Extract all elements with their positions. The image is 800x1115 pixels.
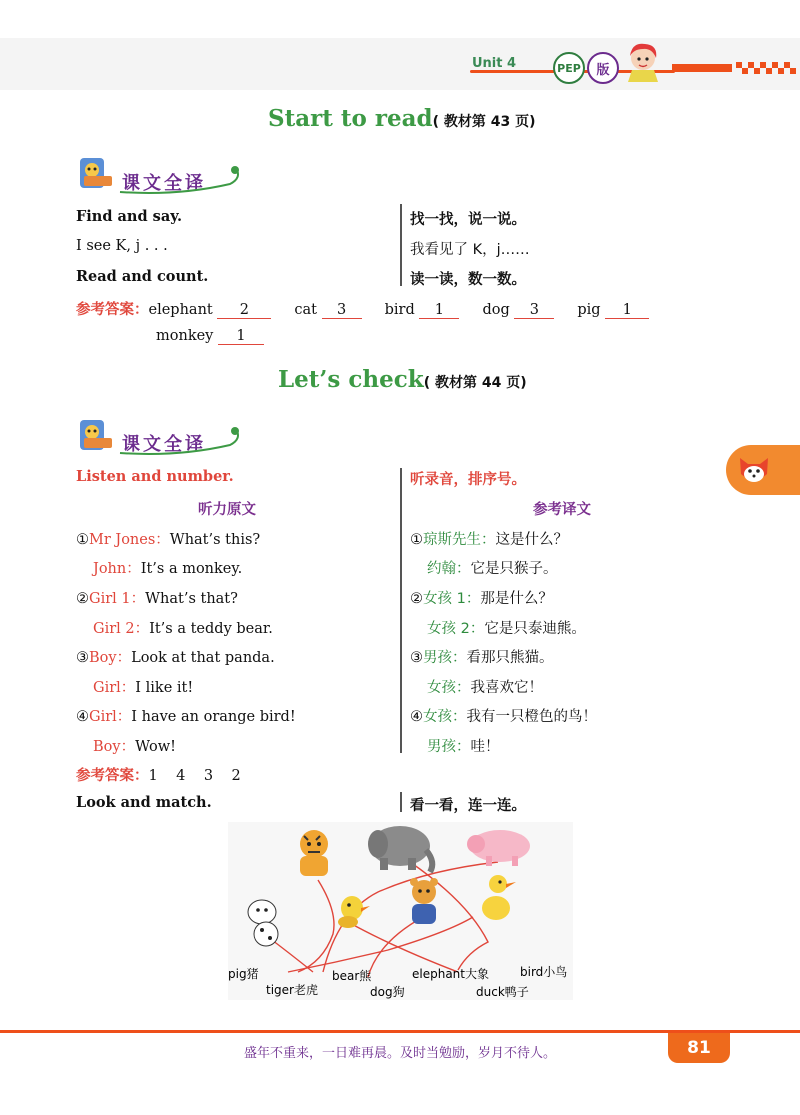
- figure-label-pig: pig猪: [228, 967, 259, 981]
- tiger-icon: [300, 830, 328, 876]
- dialog-line-zh: 女孩：我喜欢它！: [427, 680, 543, 696]
- header-checker-stripe: [672, 62, 800, 74]
- girl-mascot-icon: [618, 40, 668, 82]
- pep-badge: PEP: [553, 52, 585, 84]
- section-page-ref: ( 教材第 44 页): [423, 375, 527, 391]
- dialog-line-zh: ③男孩：看那只熊猫。: [410, 650, 554, 666]
- sentence-en: I see K, j . . .: [76, 238, 168, 254]
- answer-line: [76, 764, 241, 785]
- match-instruction-en: Look and match.: [76, 794, 212, 811]
- answer-blank: 1: [218, 328, 264, 345]
- book-reader-icon: [76, 152, 116, 190]
- section-title: Let’s check: [278, 366, 424, 393]
- figure-label-bear: bear熊: [332, 969, 372, 983]
- answer-word: dog: [482, 302, 510, 318]
- answer-label: 参考答案：: [76, 302, 149, 318]
- dialog-line-en: Girl：I like it!: [93, 680, 194, 696]
- dialog-line-zh: ①琼斯先生：这是什么？: [410, 532, 568, 548]
- match-instruction-zh: 看一看，连一连。: [410, 798, 526, 814]
- section-page-ref: ( 教材第 43 页): [432, 114, 536, 130]
- dialog-line-en: ③Boy：Look at that panda.: [76, 650, 275, 666]
- column-header-zh: 参考译文: [533, 502, 591, 518]
- edition-badge: 版: [587, 52, 619, 84]
- instruction-en: Read and count.: [76, 268, 209, 285]
- column-header-en: 听力原文: [198, 502, 256, 518]
- answer-line: [76, 298, 649, 319]
- dialog-line-zh: 男孩：哇！: [427, 739, 500, 755]
- dialog-line-en: ①Mr Jones：What’s this?: [76, 532, 261, 548]
- answer-blank: 3: [514, 302, 554, 319]
- figure-label-bird: bird小鸟: [520, 965, 568, 979]
- answer-word: monkey: [156, 328, 214, 344]
- figure-label-tiger: tiger老虎: [266, 983, 318, 997]
- section-heading-start-to-read: [268, 105, 536, 132]
- answer-word: elephant: [148, 302, 213, 318]
- answer-word: bird: [384, 302, 415, 318]
- task-en: Listen and number.: [76, 468, 234, 485]
- answer-word: pig: [577, 302, 601, 318]
- answer-value: 1 4 3 2: [148, 768, 241, 784]
- page-number: 81: [668, 1033, 730, 1063]
- translation-label: 课文全译: [122, 434, 206, 455]
- dialog-line-en: John：It’s a monkey.: [93, 561, 243, 577]
- unit-label: Unit 4: [472, 56, 517, 71]
- label-swoosh: [118, 423, 243, 457]
- answer-blank: 3: [322, 302, 362, 319]
- dialog-line-zh: ②女孩 1：那是什么？: [410, 591, 553, 607]
- task-zh: 听录音，排序号。: [410, 472, 526, 488]
- instruction-zh: 找一找，说一说。: [410, 212, 526, 228]
- answer-blank: 1: [419, 302, 459, 319]
- column-divider: [400, 792, 402, 812]
- matching-figure: [228, 822, 573, 1000]
- answer-blank: 1: [605, 302, 649, 319]
- figure-label-duck: duck鸭子: [476, 985, 529, 999]
- fox-mascot-icon: [734, 450, 774, 490]
- answer-label: 参考答案：: [76, 768, 149, 784]
- section-heading-lets-check: [278, 366, 527, 393]
- book-reader-icon: [76, 414, 116, 452]
- column-divider: [400, 468, 402, 753]
- dialog-line-en: ②Girl 1：What’s that?: [76, 591, 238, 607]
- dialog-line-zh: 约翰：它是只猴子。: [427, 561, 558, 577]
- column-divider: [400, 204, 402, 286]
- answer-line: [156, 328, 264, 345]
- dialog-line-zh: 女孩 2：它是只泰迪熊。: [427, 621, 586, 637]
- dialog-line-en: Boy：Wow!: [93, 739, 176, 755]
- answer-word: cat: [294, 302, 317, 318]
- section-title: Start to read: [268, 105, 433, 132]
- footer-proverb: 盛年不重来，一日难再晨。及时当勉励，岁月不待人。: [243, 1046, 556, 1061]
- figure-label-elephant: elephant大象: [412, 967, 489, 981]
- figure-label-dog: dog狗: [370, 985, 405, 999]
- dialog-line-en: Girl 2：It’s a teddy bear.: [93, 621, 273, 637]
- answer-blank: 2: [217, 302, 271, 319]
- label-swoosh: [118, 162, 243, 196]
- translation-label: 课文全译: [122, 173, 206, 194]
- instruction-en: Find and say.: [76, 208, 183, 225]
- instruction-zh: 读一读，数一数。: [410, 272, 526, 288]
- sentence-zh: 我看见了 K，j……: [410, 242, 530, 258]
- dialog-line-zh: ④女孩：我有一只橙色的鸟！: [410, 709, 597, 725]
- dialog-line-en: ④Girl：I have an orange bird!: [76, 709, 296, 725]
